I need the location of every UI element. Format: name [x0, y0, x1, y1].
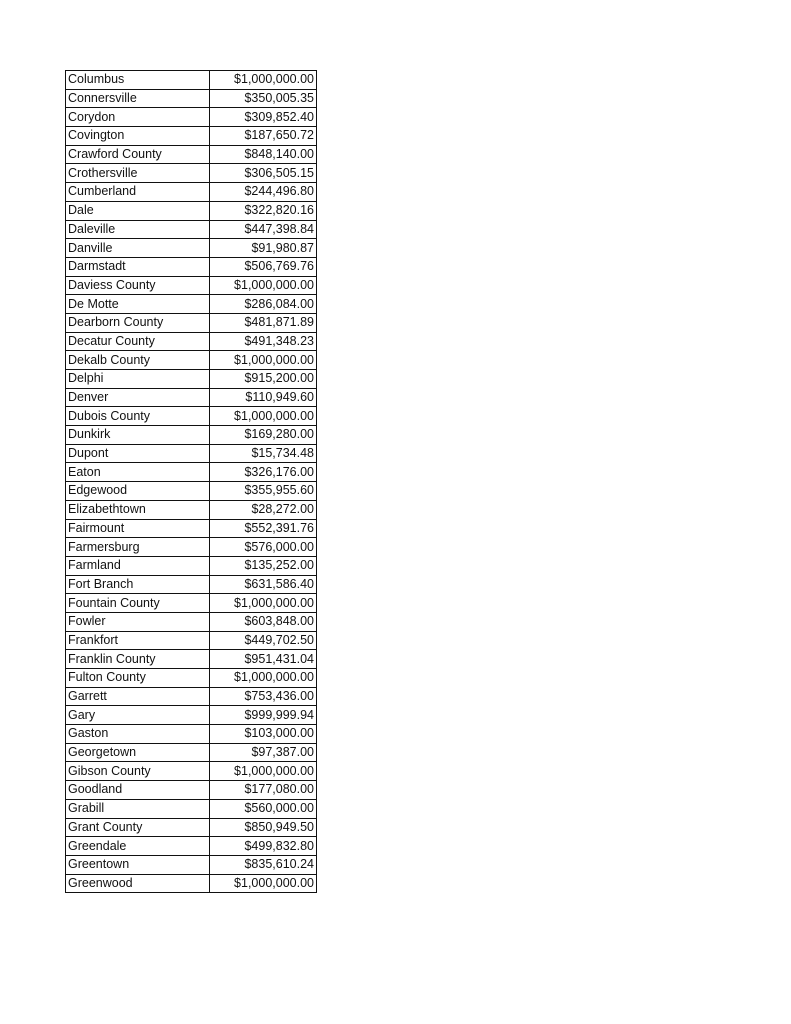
amount-cell: $1,000,000.00	[210, 669, 317, 688]
table-row	[66, 762, 317, 781]
table-row	[66, 874, 317, 893]
table-row	[66, 575, 317, 594]
location-name-cell: De Motte	[66, 295, 210, 314]
amount-cell: $850,949.50	[210, 818, 317, 837]
location-name-cell: Dubois County	[66, 407, 210, 426]
table-row	[66, 463, 317, 482]
table-row	[66, 351, 317, 370]
amount-cell: $1,000,000.00	[210, 351, 317, 370]
location-name-cell: Fulton County	[66, 669, 210, 688]
table-row	[66, 257, 317, 276]
table-row	[66, 127, 317, 146]
table-row	[66, 108, 317, 127]
location-name-cell: Corydon	[66, 108, 210, 127]
table-row	[66, 164, 317, 183]
amount-cell: $28,272.00	[210, 500, 317, 519]
amount-cell: $560,000.00	[210, 799, 317, 818]
location-name-cell: Fort Branch	[66, 575, 210, 594]
location-name-cell: Columbus	[66, 71, 210, 90]
table-row	[66, 388, 317, 407]
table-row	[66, 145, 317, 164]
table-row	[66, 631, 317, 650]
location-name-cell: Connersville	[66, 89, 210, 108]
amount-cell: $481,871.89	[210, 313, 317, 332]
amount-cell: $286,084.00	[210, 295, 317, 314]
amount-cell: $999,999.94	[210, 706, 317, 725]
location-name-cell: Dearborn County	[66, 313, 210, 332]
location-name-cell: Dunkirk	[66, 426, 210, 445]
table-row	[66, 370, 317, 389]
table-row	[66, 725, 317, 744]
amount-cell: $753,436.00	[210, 687, 317, 706]
location-name-cell: Denver	[66, 388, 210, 407]
table-row	[66, 201, 317, 220]
location-name-cell: Gary	[66, 706, 210, 725]
amount-cell: $1,000,000.00	[210, 874, 317, 893]
amount-cell: $135,252.00	[210, 556, 317, 575]
table-row	[66, 837, 317, 856]
amount-cell: $244,496.80	[210, 183, 317, 202]
location-name-cell: Elizabethtown	[66, 500, 210, 519]
table-row	[66, 482, 317, 501]
table-row	[66, 556, 317, 575]
table-row	[66, 332, 317, 351]
table-row	[66, 818, 317, 837]
table-row	[66, 706, 317, 725]
table-row	[66, 276, 317, 295]
table-row	[66, 71, 317, 90]
location-name-cell: Farmersburg	[66, 538, 210, 557]
location-name-cell: Crothersville	[66, 164, 210, 183]
amount-cell: $835,610.24	[210, 855, 317, 874]
amount-cell: $1,000,000.00	[210, 762, 317, 781]
location-name-cell: Darmstadt	[66, 257, 210, 276]
location-name-cell: Dupont	[66, 444, 210, 463]
location-name-cell: Delphi	[66, 370, 210, 389]
location-name-cell: Cumberland	[66, 183, 210, 202]
table-row	[66, 313, 317, 332]
amount-cell: $491,348.23	[210, 332, 317, 351]
location-name-cell: Frankfort	[66, 631, 210, 650]
amount-cell: $103,000.00	[210, 725, 317, 744]
table-row	[66, 295, 317, 314]
location-name-cell: Decatur County	[66, 332, 210, 351]
table-row	[66, 687, 317, 706]
amount-cell: $306,505.15	[210, 164, 317, 183]
table-row	[66, 500, 317, 519]
table-row	[66, 799, 317, 818]
table-row	[66, 594, 317, 613]
location-name-cell: Eaton	[66, 463, 210, 482]
location-name-cell: Greendale	[66, 837, 210, 856]
location-name-cell: Crawford County	[66, 145, 210, 164]
table-row	[66, 426, 317, 445]
amount-cell: $187,650.72	[210, 127, 317, 146]
amount-cell: $91,980.87	[210, 239, 317, 258]
location-name-cell: Fowler	[66, 612, 210, 631]
amount-cell: $15,734.48	[210, 444, 317, 463]
amount-cell: $449,702.50	[210, 631, 317, 650]
amount-cell: $447,398.84	[210, 220, 317, 239]
table-row	[66, 669, 317, 688]
amount-cell: $506,769.76	[210, 257, 317, 276]
table-row	[66, 239, 317, 258]
location-name-cell: Greenwood	[66, 874, 210, 893]
amount-cell: $499,832.80	[210, 837, 317, 856]
table-row	[66, 781, 317, 800]
amount-cell: $603,848.00	[210, 612, 317, 631]
table-row	[66, 407, 317, 426]
table-body	[66, 71, 317, 893]
location-name-cell: Fairmount	[66, 519, 210, 538]
location-name-cell: Georgetown	[66, 743, 210, 762]
location-name-cell: Dale	[66, 201, 210, 220]
amount-cell: $915,200.00	[210, 370, 317, 389]
amount-cell: $552,391.76	[210, 519, 317, 538]
amount-cell: $309,852.40	[210, 108, 317, 127]
amount-cell: $1,000,000.00	[210, 71, 317, 90]
amount-cell: $97,387.00	[210, 743, 317, 762]
table-row	[66, 89, 317, 108]
location-name-cell: Fountain County	[66, 594, 210, 613]
amount-cell: $576,000.00	[210, 538, 317, 557]
table-row	[66, 220, 317, 239]
amount-cell: $848,140.00	[210, 145, 317, 164]
location-name-cell: Garrett	[66, 687, 210, 706]
location-name-cell: Grabill	[66, 799, 210, 818]
location-name-cell: Daleville	[66, 220, 210, 239]
location-name-cell: Franklin County	[66, 650, 210, 669]
amount-cell: $169,280.00	[210, 426, 317, 445]
amount-cell: $1,000,000.00	[210, 407, 317, 426]
location-name-cell: Edgewood	[66, 482, 210, 501]
amount-cell: $631,586.40	[210, 575, 317, 594]
amount-cell: $110,949.60	[210, 388, 317, 407]
table-row	[66, 519, 317, 538]
table-row	[66, 183, 317, 202]
location-name-cell: Goodland	[66, 781, 210, 800]
location-name-cell: Covington	[66, 127, 210, 146]
table-row	[66, 444, 317, 463]
table-row	[66, 743, 317, 762]
location-name-cell: Farmland	[66, 556, 210, 575]
amount-cell: $355,955.60	[210, 482, 317, 501]
table-row	[66, 650, 317, 669]
amount-cell: $1,000,000.00	[210, 276, 317, 295]
location-name-cell: Dekalb County	[66, 351, 210, 370]
table-row	[66, 612, 317, 631]
location-name-cell: Grant County	[66, 818, 210, 837]
amount-cell: $951,431.04	[210, 650, 317, 669]
location-name-cell: Daviess County	[66, 276, 210, 295]
funding-table	[65, 70, 317, 893]
amount-cell: $177,080.00	[210, 781, 317, 800]
table-row	[66, 855, 317, 874]
location-name-cell: Danville	[66, 239, 210, 258]
amount-cell: $350,005.35	[210, 89, 317, 108]
location-name-cell: Gibson County	[66, 762, 210, 781]
amount-cell: $1,000,000.00	[210, 594, 317, 613]
amount-cell: $322,820.16	[210, 201, 317, 220]
location-name-cell: Greentown	[66, 855, 210, 874]
location-name-cell: Gaston	[66, 725, 210, 744]
table-row	[66, 538, 317, 557]
amount-cell: $326,176.00	[210, 463, 317, 482]
